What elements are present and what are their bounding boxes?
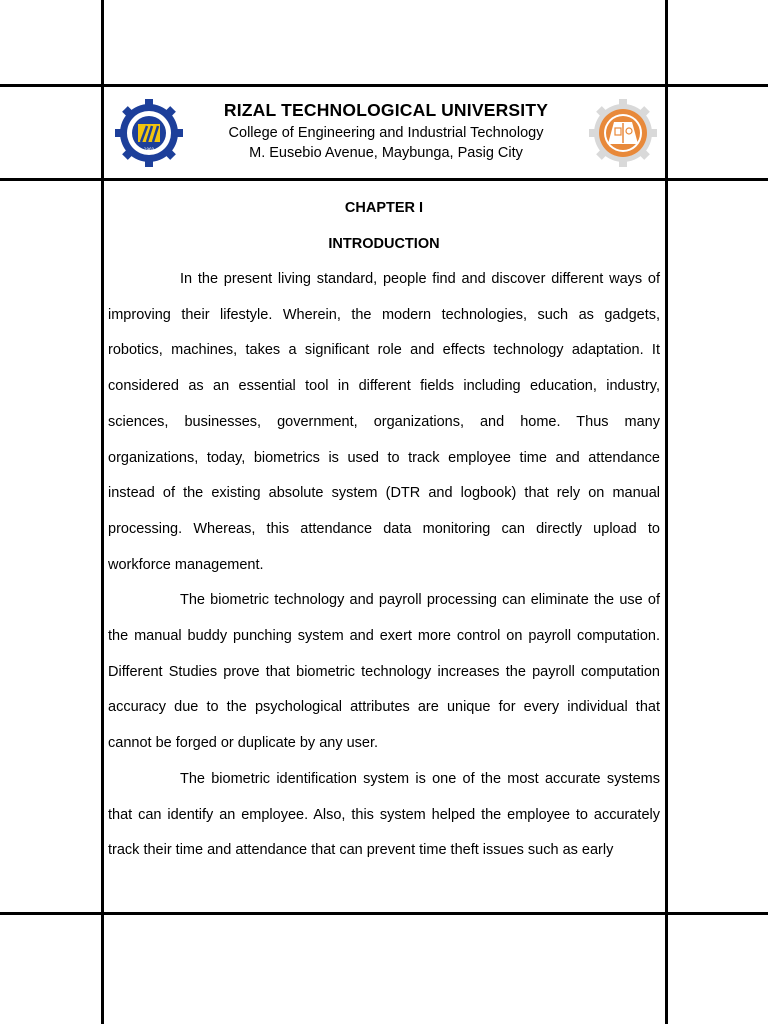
college-address: M. Eusebio Avenue, Maybunga, Pasig City [249,145,523,161]
header-top-line [0,84,768,87]
chapter-heading: CHAPTER I [344,200,424,216]
paragraph: In the present living standard, people find and discover different ways of improving their lifestyle. Wherein, the modern technologies, such as gadgets, robotics, machines, takes a significant role and effects technology adaptation. It considered as an essential tool in different fields including education, industry, sciences, businesses, government, organizations, and home. Thus many organizations, today, biometrics is used to track employee time and attendance instead of the existing absolute system (DTR and logbook) that rely on manual processing. Whereas, this attendance data monitoring can directly upload to workforce management. [108,271,660,573]
document-header [106,88,666,178]
header-bottom-line [0,178,768,181]
svg-text:1969: 1969 [143,147,155,152]
college-seal-icon [588,98,658,168]
document-body [108,190,660,869]
footer-line [0,912,768,915]
left-margin-line [101,0,104,1024]
paragraph: The biometric technology and payroll processing can eliminate the use of the manual buddy punching system and exert more control on payroll computation. Different Studies prove that biometric technology increases the payroll computation accuracy due to the psychological attributes are unique for every individual that cannot be forged or duplicate by any user. [108,592,660,752]
university-name: RIZAL TECHNOLOGICAL UNIVERSITY [223,100,549,120]
college-name: College of Engineering and Industrial Technology [228,125,544,141]
section-heading: INTRODUCTION [328,236,440,252]
paragraph: The biometric identification system is one of the most accurate systems that can identify an employee. Also, this system helped the employee to accurately track their time and attendance that can prevent time theft issues such as early [108,770,660,859]
